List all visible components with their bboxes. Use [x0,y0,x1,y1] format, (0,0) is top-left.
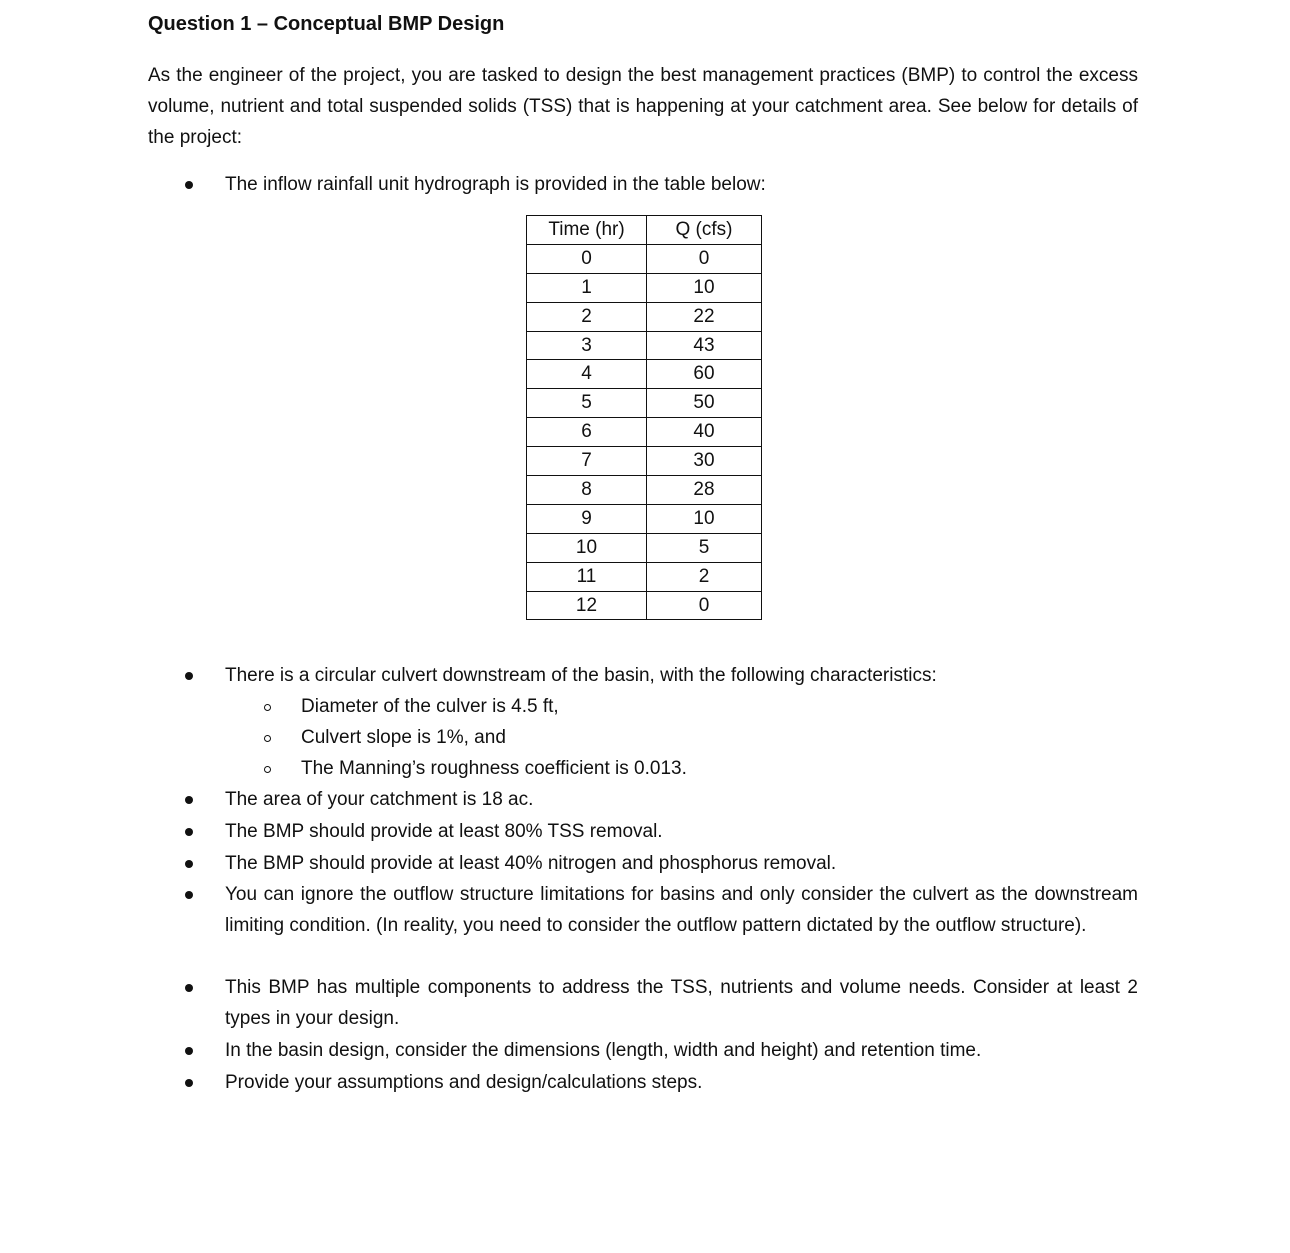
circle-bullet-icon [264,735,271,742]
time-cell: 5 [527,389,647,418]
q-cell: 30 [647,447,762,476]
bullet-icon [185,828,193,836]
culvert-item [301,691,1138,722]
q-cell: 10 [647,504,762,533]
bullet-text: The BMP should provide at least 40% nitrogen and phosphorus removal. [225,853,837,874]
bullet-item [225,972,1138,1034]
q-cell: 40 [647,418,762,447]
table-header-row [527,216,762,245]
time-cell: 4 [527,360,647,389]
culvert-item-text: Diameter of the culver is 4.5 ft, [301,696,559,717]
bullet-text: Provide your assumptions and design/calculations steps. [225,1072,703,1093]
header-time: Time (hr) [527,216,647,245]
time-cell: 2 [527,302,647,331]
bullet-icon [185,796,193,804]
time-cell: 0 [527,244,647,273]
q-cell: 43 [647,331,762,360]
bullet-icon [185,672,193,680]
question-title: Question 1 – Conceptual BMP Design [148,13,505,35]
bullet-item [225,1067,1138,1098]
table-row [527,533,762,562]
bullet-icon [185,891,193,899]
culvert-item [301,753,1138,784]
table-row [527,418,762,447]
bullet-icon [185,984,193,992]
time-cell: 9 [527,504,647,533]
culvert-item [301,722,1138,753]
bullet-hydrograph [225,169,1138,200]
time-cell: 7 [527,447,647,476]
bullet-text: This BMP has multiple components to address the TSS, nutrients and volume needs. Consider at least 2 types in your design. [225,977,1138,1029]
bullet-item [225,848,1138,879]
bullet-text: The BMP should provide at least 80% TSS removal. [225,821,663,842]
table-row [527,591,762,620]
table-row [527,302,762,331]
q-cell: 28 [647,476,762,505]
q-cell: 10 [647,273,762,302]
intro-paragraph: As the engineer of the project, you are tasked to design the best management practices (BMP) to control the excess volume, nutrient and total suspended solids (TSS) that is happening at your catchment area. See below for details of the project: [148,65,1138,148]
time-cell: 3 [527,331,647,360]
table-row [527,504,762,533]
circle-bullet-icon [264,766,271,773]
time-cell: 11 [527,562,647,591]
q-cell: 50 [647,389,762,418]
table-row [527,476,762,505]
bullet-item [225,784,1138,815]
bullet-culvert [225,660,1138,691]
bullet-text: The inflow rainfall unit hydrograph is provided in the table below: [225,174,766,195]
hydrograph-table [526,215,762,620]
table-row [527,273,762,302]
bullet-text: The area of your catchment is 18 ac. [225,789,534,810]
culvert-item-text: Culvert slope is 1%, and [301,727,506,748]
table-row [527,331,762,360]
culvert-item-text: The Manning’s roughness coefficient is 0.013. [301,758,687,779]
header-q: Q (cfs) [647,216,762,245]
table-row [527,562,762,591]
table-row [527,389,762,418]
time-cell: 12 [527,591,647,620]
q-cell: 0 [647,591,762,620]
q-cell: 2 [647,562,762,591]
table-row [527,244,762,273]
bullet-item [225,816,1138,847]
bullet-text: There is a circular culvert downstream of the basin, with the following characteristics: [225,665,937,686]
bullet-item [225,1035,1138,1066]
bullet-item [225,879,1138,941]
bullet-icon [185,860,193,868]
time-cell: 8 [527,476,647,505]
table-row [527,360,762,389]
time-cell: 10 [527,533,647,562]
q-cell: 0 [647,244,762,273]
bullet-text: In the basin design, consider the dimensions (length, width and height) and retention time. [225,1040,982,1061]
bullet-icon [185,181,193,189]
time-cell: 6 [527,418,647,447]
bullet-icon [185,1047,193,1055]
q-cell: 5 [647,533,762,562]
bullet-text: You can ignore the outflow structure limitations for basins and only consider the culvert as the downstream limiting condition. (In reality, you need to consider the outflow pattern dictated by the outflow structure). [225,884,1138,936]
table-row [527,447,762,476]
bullet-icon [185,1079,193,1087]
q-cell: 22 [647,302,762,331]
time-cell: 1 [527,273,647,302]
q-cell: 60 [647,360,762,389]
circle-bullet-icon [264,704,271,711]
